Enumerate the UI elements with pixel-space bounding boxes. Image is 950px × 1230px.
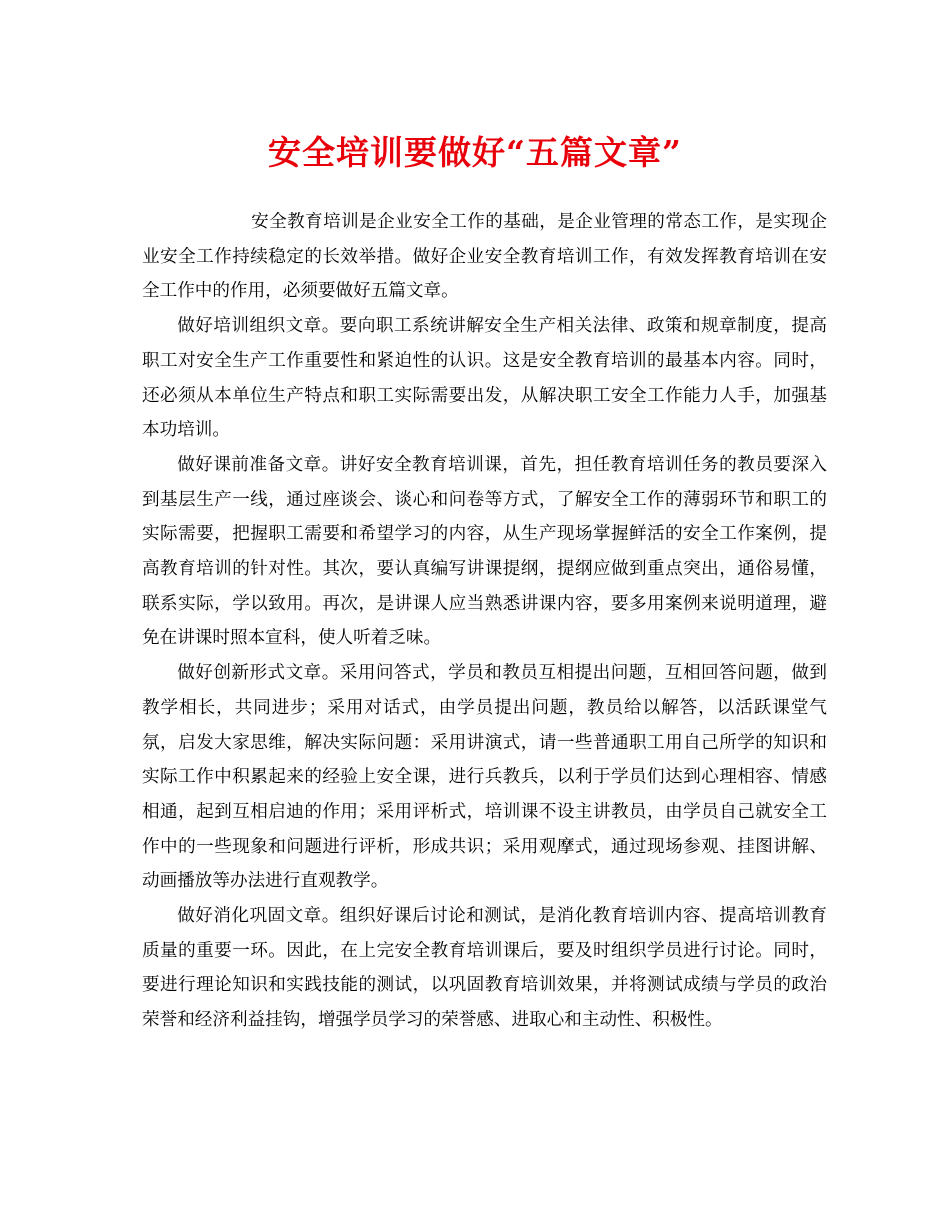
paragraph-training-organization: 做好培训组织文章。要向职工系统讲解安全生产相关法律、政策和规章制度，提高职工对安全生产工作重要性和紧迫性的认识。这是安全教育培训的最基本内容。同时，还必须从本单位生产特点和职工实际需要出发，从解决职工安全工作能力人手，加强基本功培训。 xyxy=(142,316,827,441)
document-title: 安全培训要做好“五篇文章” xyxy=(268,133,682,172)
paragraph-consolidation: 做好消化巩固文章。组织好课后讨论和测试，是消化教育培训内容、提高培训教育质量的重要一环。因此，在上完安全教育培训课后，要及时组织学员进行讨论。同时，要进行理论知识和实践技能的测试，以巩固教育培训效果，并将测试成绩与学员的政治荣誉和经济利益挂钩，增强学员学习的荣誉感、进取心和主动性、积极性。 xyxy=(142,906,827,1031)
document-body xyxy=(142,205,827,1038)
paragraph-innovative-forms: 做好创新形式文章。采用问答式，学员和教员互相提出问题，互相回答问题，做到教学相长，共同进步；采用对话式，由学员提出问题，教员给以解答，以活跃课堂气氛，启发大家思维，解决实际问题：采用讲演式，请一些普通职工用自己所学的知识和实际工作中积累起来的经验上安全课，进行兵教兵，以利于学员们达到心理相容、情感相通，起到互相启迪的作用；采用评析式，培训课不设主讲教员，由学员自己就安全工作中的一些现象和问题进行评析，形成共识；采用观摩式，通过现场参观、挂图讲解、动画播放等办法进行直观教学。 xyxy=(142,663,827,892)
paragraph-intro: 安全教育培训是企业安全工作的基础，是企业管理的常态工作，是实现企业安全工作持续稳定的长效举措。做好企业安全教育培训工作，有效发挥教育培训在安全工作中的作用，必须要做好五篇文章。 xyxy=(142,212,827,302)
paragraph-lesson-preparation: 做好课前准备文章。讲好安全教育培训课，首先，担任教育培训任务的教员要深入到基层生产一线，通过座谈会、谈心和问卷等方式，了解安全工作的薄弱环节和职工的实际需要，把握职工需要和希望学习的内容，从生产现场掌握鲜活的安全工作案例，提高教育培训的针对性。其次，要认真编写讲课提纲，提纲应做到重点突出，通俗易懂，联系实际，学以致用。再次，是讲课人应当熟悉讲课内容，要多用案例来说明道理，避免在讲课时照本宣科，使人听着乏味。 xyxy=(142,454,827,649)
